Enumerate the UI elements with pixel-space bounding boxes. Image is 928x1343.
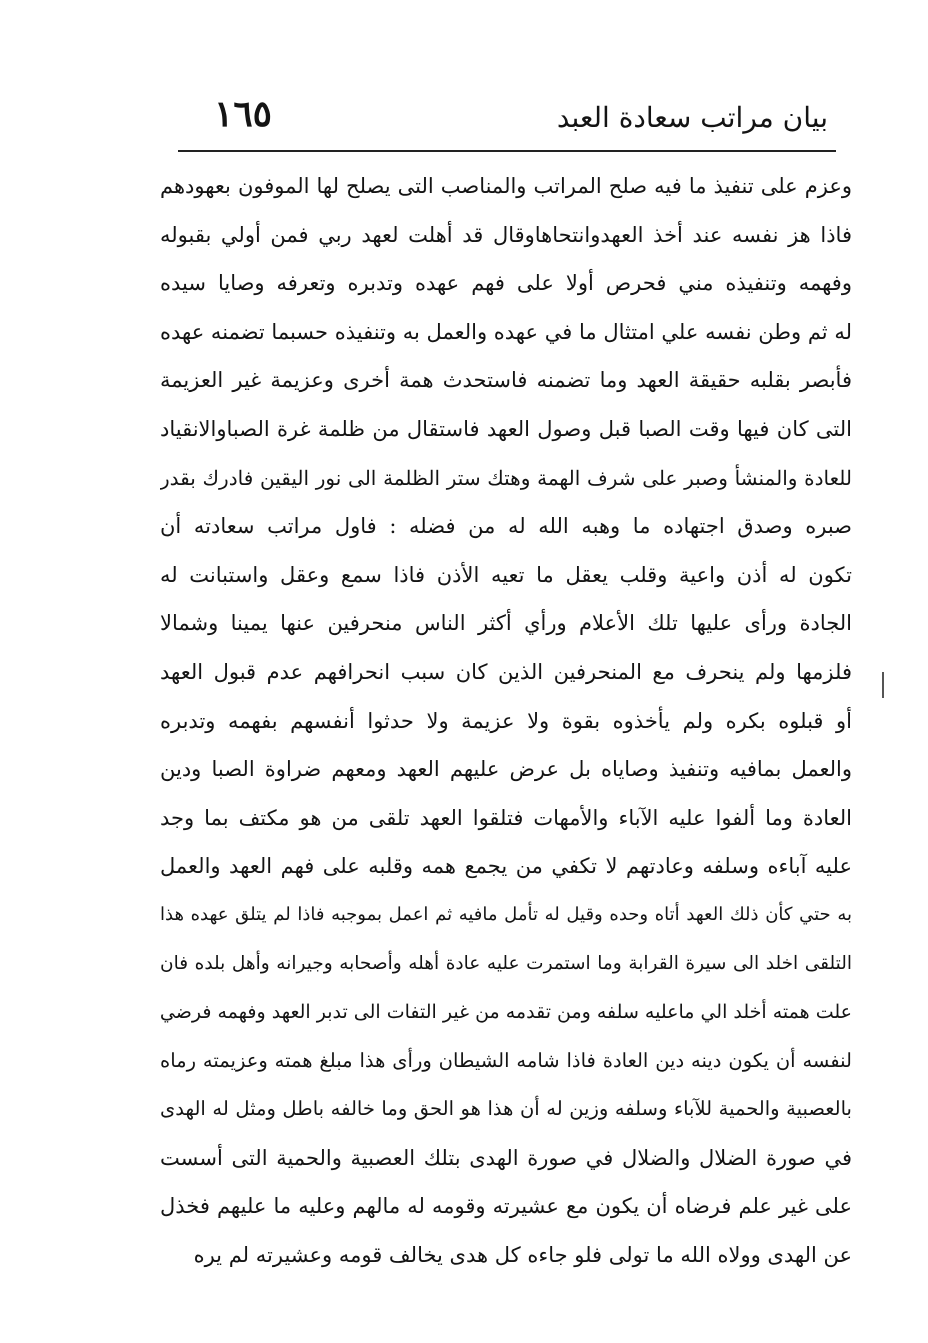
text-line: فأبصر بقلبه حقيقة العهد وما تضمنه فاستحدث همة أخرى وعزيمة غير العزيمة	[160, 368, 852, 393]
text-line: وفهمه وتنفيذه مني فحرص أولا على فهم عهده وتدبره وتعرفه وصايا سيده	[160, 271, 852, 296]
page-number: ١٦٥	[214, 93, 273, 135]
text-line: التى كان فيها وقت الصبا قبل وصول العهد فاستقال من ظلمة غرة الصباوالانقياد	[160, 416, 852, 441]
text-line: علت همته أخلد الي ماعليه سلفه ومن تقدمه من غير التفات الى تدبر العهد وفهمه فرضي	[160, 1001, 852, 1024]
text-line: والعمل بمافيه وتنفيذ وصاياه بل عرض عليهم العهد ومعهم ضراوة الصبا ودين	[160, 757, 852, 782]
text-line: صبره وصدق اجتهاده ما وهبه الله له من فضله : فاول مراتب سعادته أن	[160, 514, 852, 539]
text-line: عليه آباءه وسلفه وعادتهم لا تكفي من يجمع همه وقلبه على فهم العهد والعمل	[160, 854, 852, 879]
text-line: عن الهدى وولاه الله ما تولى فلو جاءه كل هدى يخالف قومه وعشيرته لم يره	[193, 1243, 852, 1268]
page-header	[178, 92, 840, 146]
text-line: في صورة الضلال والضلال في صورة الهدى بتلك العصبية والحمية التى أسست	[160, 1145, 852, 1170]
text-line: الجادة ورأى عليها تلك الأعلام ورأي أكثر الناس منحرفين عنها يمينا وشمالا	[160, 611, 852, 636]
text-line: له ثم وطن نفسه علي امتثال ما في عهده والعمل به وتنفيذه حسبما تضمنه عهده	[160, 319, 852, 344]
text-line: التلقى اخلد الى سيرة القرابة وما استمرت عليه عادة أهله وأصحابه وجيرانه وأهل بلده فان	[160, 952, 852, 974]
text-line: فاذا هز نفسه عند أخذ العهدوانتحاهاوقال قد أهلت لعهد ربي فمن أولي بقبوله	[160, 222, 852, 247]
text-line: أو قبلوه بكره ولم يأخذوه بقوة ولا عزيمة ولا حدثوا أنفسهم بفهمه وتدبره	[160, 708, 852, 733]
text-line: العادة وما ألفوا عليه الآباء والأمهات فتلقوا العهد تلقى من هو مكتف بما وجد	[160, 805, 852, 830]
text-line: به حتي كأن ذلك العهد أتاه وحده وقيل له تأمل مافيه ثم اعمل بموجبه فاذا لم يتلق عهده هذا	[160, 903, 852, 925]
text-line: وعزم على تنفيذ ما فيه صلح المراتب والمناصب التى يصلح لها الموفون بعهودهم	[160, 174, 852, 198]
body-text	[160, 162, 852, 1280]
text-line: فلزمها ولم ينحرف مع المنحرفين الذين كان سبب انحرافهم عدم قبول العهد	[160, 659, 852, 684]
text-line: تكون له أذن واعية وقلب يعقل ما تعيه الأذن فاذا سمع وعقل واستبانت له	[160, 562, 852, 587]
text-line: لنفسه أن يكون دينه دين العادة فاذا شامه الشيطان ورأى هذا مبلغ همته وعزيمته رماه	[160, 1048, 852, 1072]
header-rule	[178, 150, 836, 152]
running-title: بيان مراتب سعادة العبد	[556, 101, 828, 134]
text-line: على غير علم فرضاه أن يكون مع عشيرته وقومه له مالهم وعليه ما عليهم فخذل	[160, 1194, 852, 1219]
margin-mark	[882, 672, 884, 698]
text-line: بالعصبية والحمية للآباء وسلفه وزين له أن هذا هو الحق وما خالفه باطل ومثل له الهدى	[160, 1097, 852, 1121]
text-line: للعادة والمنشأ وصبر على شرف الهمة وهتك ستر الظلمة الى نور اليقين فادرك بقدر	[160, 465, 852, 490]
